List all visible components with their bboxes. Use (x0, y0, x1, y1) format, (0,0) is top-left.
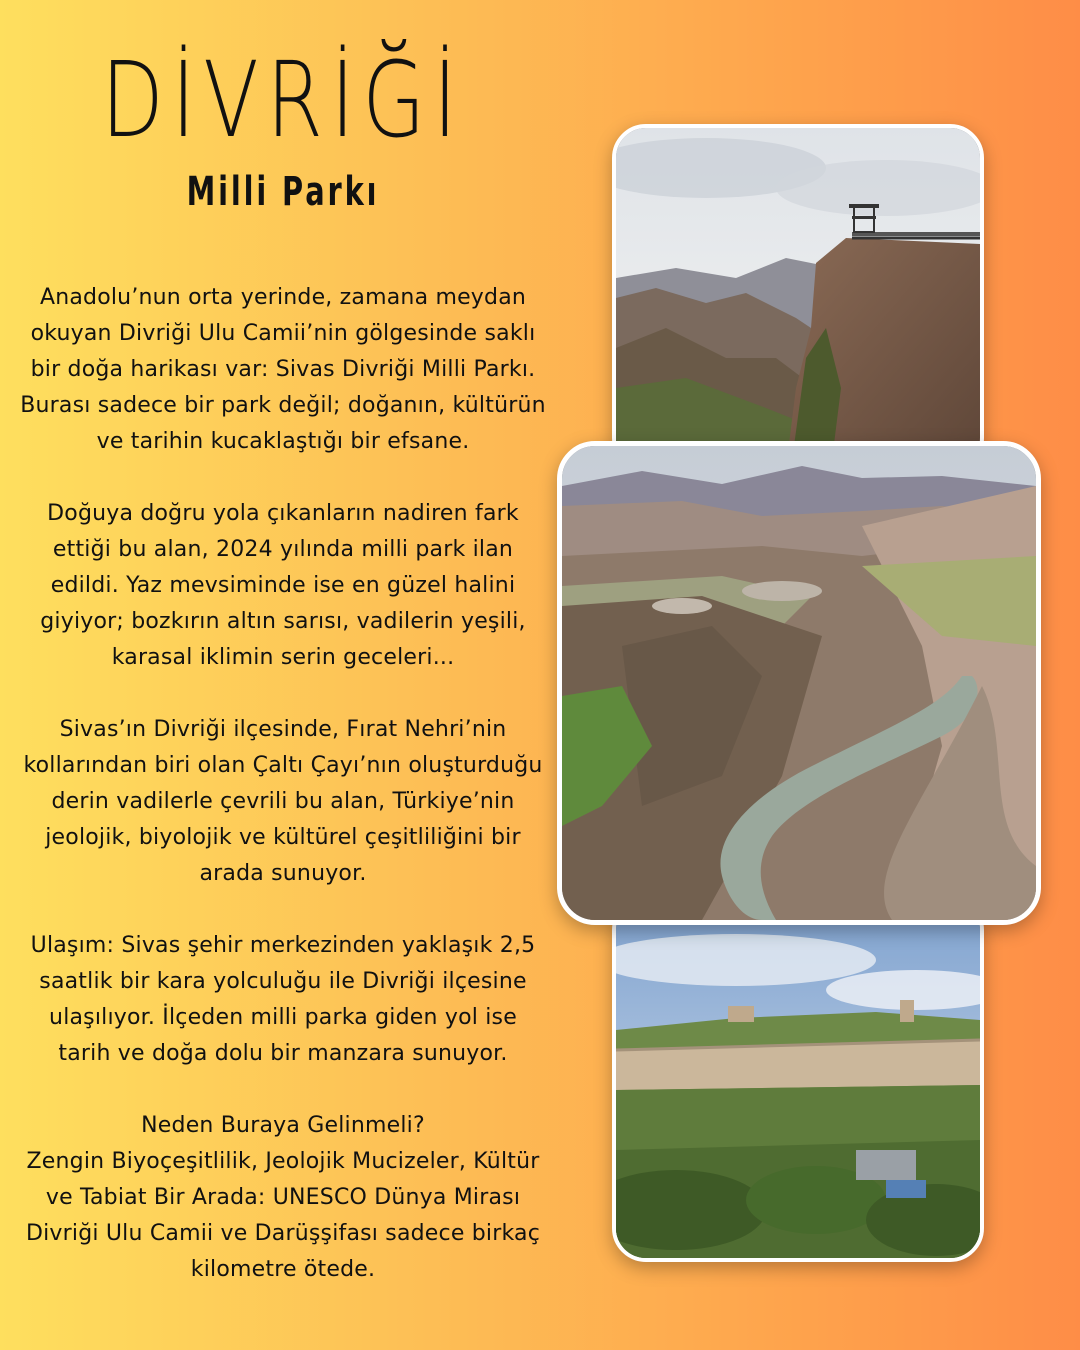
photo-castle-walls (612, 896, 984, 1262)
paragraph-history: Doğuya doğru yola çıkanların nadiren fark ettiği bu alan, 2024 yılında milli park ilan edildi. Yaz mevsiminde ise en güzel halini giyiyor; bozkırın altın sarısı, vadilerin yeşili, karasal iklimin serin geceleri... (40, 501, 526, 670)
paragraph-transport: Ulaşım: Sivas şehir merkezinden yaklaşık 2,5 saatlik bir kara yolculuğu ile Divriği ilçesine ulaşılıyor. İlçeden milli parka giden yol ise tarih ve doğa dolu bir manzara sunuyor. (30, 933, 536, 1066)
photo-cliff-observation-tower (612, 124, 984, 472)
page-subtitle: Milli Parkı (186, 169, 380, 215)
article-body (18, 280, 548, 1288)
paragraph-intro: Anadolu’nun orta yerinde, zamana meydan okuyan Divriği Ulu Camii’nin gölgesinde saklı bir doğa harikası var: Sivas Divriği Milli Parkı. Burası sadece bir park değil; doğanın, kültürün ve tarihin kucaklaştığı bir efsane. (20, 285, 546, 454)
photo-river-valley (557, 441, 1041, 925)
page-title: DİVRİĞİ (101, 39, 465, 161)
paragraph-geography: Sivas’ın Divriği ilçesinde, Fırat Nehri’nin kollarından biri olan Çaltı Çayı’nın oluşturduğu derin vadilerle çevrili bu alan, Türkiye’nin jeolojik, biyolojik ve kültürel çeşitliliğini bir arada sunuyor. (23, 717, 543, 886)
paragraph-why-visit: Neden Buraya Gelinmeli? Zengin Biyoçeşitlilik, Jeolojik Mucizeler, Kültür ve Tabiat Bir Arada: UNESCO Dünya Mirası Divriği Ulu Camii ve Darüşşifası sadece birkaç kilometre ötede. (25, 1113, 541, 1282)
